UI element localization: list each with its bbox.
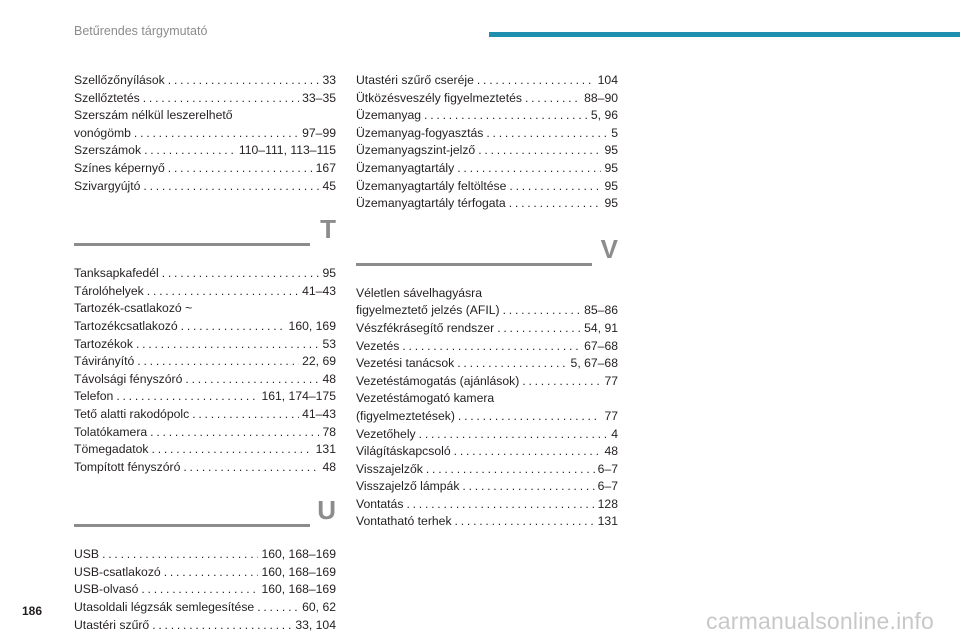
leader-dots	[152, 441, 313, 459]
leader-dots	[477, 72, 595, 90]
index-entry	[356, 426, 618, 444]
leader-dots	[478, 142, 601, 160]
entry-pages: 160, 168–169	[261, 582, 336, 597]
entry-pages: 5	[611, 125, 618, 140]
entry-label: Telefon	[74, 389, 114, 404]
index-entry	[74, 424, 336, 442]
entry-label: Vezetőhely	[356, 426, 416, 441]
index-entry	[356, 195, 618, 213]
index-entry	[74, 406, 336, 424]
page-number: 186	[22, 604, 43, 618]
leader-dots	[150, 424, 319, 442]
entry-label: Visszajelző lámpák	[356, 479, 460, 494]
section-divider	[74, 524, 310, 527]
leader-dots	[454, 443, 602, 461]
entry-pages: 33–35	[302, 90, 336, 105]
entry-label: Távirányító	[74, 354, 135, 369]
section-letter: T	[320, 214, 336, 245]
leader-dots	[457, 355, 567, 373]
entry-pages: 167	[315, 160, 336, 175]
entry-label: Szerszám nélkül leszerelhető	[74, 108, 233, 123]
leader-dots	[164, 564, 259, 582]
leader-dots	[102, 546, 258, 564]
leader-dots	[168, 72, 320, 90]
entry-label: Tanksapkafedél	[74, 266, 159, 281]
leader-dots	[134, 125, 299, 143]
leader-dots	[257, 599, 299, 617]
leader-dots	[457, 160, 601, 178]
entry-label: Üzemanyag-fogyasztás	[356, 125, 484, 140]
index-entry	[356, 90, 618, 108]
entry-label: Üzemanyagtartály feltöltése	[356, 178, 507, 193]
entry-label: Távolsági fényszóró	[74, 371, 183, 386]
leader-dots	[185, 371, 319, 389]
index-entry	[74, 581, 336, 599]
leader-dots	[486, 125, 608, 143]
entry-label: Visszajelzők	[356, 461, 423, 476]
leader-dots	[137, 353, 299, 371]
index-entry	[356, 355, 618, 373]
index-entry	[74, 546, 336, 564]
leader-dots	[522, 373, 601, 391]
index-group-sz	[74, 72, 336, 195]
entry-label: Vontatás	[356, 496, 404, 511]
entry-label: Tolatókamera	[74, 424, 148, 439]
index-entry	[356, 125, 618, 143]
index-entry	[356, 478, 618, 496]
leader-dots	[509, 195, 602, 213]
entry-label: Vezetéstámogatás (ajánlások)	[356, 373, 520, 388]
entry-pages: 6–7	[597, 461, 618, 476]
leader-dots	[462, 478, 594, 496]
entry-pages: 33, 104	[295, 617, 336, 632]
entry-pages: 53	[322, 336, 336, 351]
index-entry	[74, 160, 336, 178]
leader-dots	[458, 408, 602, 426]
index-entry	[356, 320, 618, 338]
index-entry	[74, 300, 336, 318]
index-group-t	[74, 265, 336, 476]
index-entry	[74, 564, 336, 582]
leader-dots	[147, 283, 299, 301]
index-column-right	[356, 72, 618, 531]
leader-dots	[162, 265, 320, 283]
index-entry	[356, 390, 618, 408]
entry-pages: 95	[604, 196, 618, 211]
entry-pages: 97–99	[302, 125, 336, 140]
entry-pages: 77	[604, 373, 618, 388]
index-entry	[74, 617, 336, 635]
entry-pages: 45	[322, 178, 336, 193]
entry-pages: 60, 62	[302, 600, 336, 615]
entry-label: Színes képernyő	[74, 160, 165, 175]
index-entry	[74, 336, 336, 354]
entry-pages: 4	[611, 426, 618, 441]
leader-dots	[426, 461, 595, 479]
index-entry	[74, 388, 336, 406]
entry-label: Üzemanyagszint-jelző	[356, 143, 476, 158]
index-entry	[74, 371, 336, 389]
entry-label: Vészfékrásegítő rendszer	[356, 320, 495, 335]
entry-label: Szerszámok	[74, 143, 142, 158]
entry-label: Szellőztetés	[74, 90, 140, 105]
entry-label: Utasoldali légzsák semlegesítése	[74, 600, 255, 615]
index-entry	[356, 373, 618, 391]
entry-pages: 48	[322, 371, 336, 386]
index-entry	[74, 599, 336, 617]
entry-pages: 41–43	[302, 283, 336, 298]
entry-label: Utastéri szűrő cseréje	[356, 73, 474, 87]
entry-label: Vezetési tanácsok	[356, 356, 455, 371]
index-entry	[356, 513, 618, 531]
index-entry	[74, 178, 336, 196]
index-group-u	[74, 546, 336, 634]
index-group-u-accent	[356, 72, 618, 213]
leader-dots	[183, 459, 319, 477]
entry-pages: 131	[315, 442, 336, 457]
section-header-t	[74, 214, 336, 265]
entry-label: Utastéri szűrő	[74, 617, 150, 632]
entry-pages: 6–7	[597, 479, 618, 494]
index-entry	[74, 459, 336, 477]
entry-pages: 22, 69	[302, 354, 336, 369]
entry-label: Tartozékcsatlakozó	[74, 318, 178, 333]
leader-dots	[503, 302, 582, 320]
leader-dots	[525, 90, 581, 108]
index-entry	[356, 338, 618, 356]
index-entry	[74, 265, 336, 283]
watermark: carmanualsonline.info	[706, 608, 934, 634]
leader-dots	[136, 336, 320, 354]
entry-pages: 95	[604, 143, 618, 158]
index-entry	[74, 441, 336, 459]
section-letter: V	[600, 233, 618, 264]
entry-label: Tartozékok	[74, 336, 133, 351]
index-entry	[356, 285, 618, 303]
entry-pages: 5, 67–68	[570, 356, 618, 371]
section-header-u	[74, 495, 336, 546]
header-title: Betűrendes tárgymutató	[74, 24, 208, 38]
index-entry	[356, 443, 618, 461]
entry-label: Szivargyújtó	[74, 178, 141, 193]
entry-label: Szellőzőnyílások	[74, 73, 165, 87]
entry-pages: 88–90	[584, 90, 618, 105]
leader-dots	[192, 406, 299, 424]
entry-pages: 67–68	[584, 338, 618, 353]
leader-dots	[181, 318, 286, 336]
index-entry	[356, 461, 618, 479]
index-entry	[74, 318, 336, 336]
entry-pages: 131	[597, 514, 618, 529]
entry-label: Vontatható terhek	[356, 514, 452, 529]
entry-label: figyelmeztető jelzés (AFIL)	[356, 303, 500, 318]
leader-dots	[143, 178, 319, 196]
entry-pages: 78	[322, 424, 336, 439]
entry-label: Vezetéstámogató kamera	[356, 391, 495, 406]
entry-label: (figyelmeztetések)	[356, 408, 455, 423]
entry-label: vonógömb	[74, 125, 131, 140]
index-entry	[356, 107, 618, 125]
entry-label: Ütközésveszély figyelmeztetés	[356, 90, 522, 105]
index-entry	[356, 178, 618, 196]
index-entry	[356, 496, 618, 514]
entry-pages: 48	[604, 444, 618, 459]
entry-pages: 128	[597, 496, 618, 511]
index-entry	[356, 302, 618, 320]
leader-dots	[455, 513, 595, 531]
leader-dots	[152, 617, 292, 635]
entry-pages: 33	[322, 73, 336, 87]
entry-pages: 95	[604, 160, 618, 175]
entry-pages: 160, 169	[288, 318, 336, 333]
leader-dots	[497, 320, 581, 338]
section-letter: U	[317, 495, 336, 526]
index-entry	[74, 125, 336, 143]
index-entry	[356, 142, 618, 160]
entry-label: Világításkapcsoló	[356, 444, 451, 459]
index-entry	[74, 90, 336, 108]
index-group-v	[356, 285, 618, 531]
leader-dots	[419, 426, 609, 444]
entry-pages: 104	[597, 73, 618, 87]
entry-label: USB-csatlakozó	[74, 564, 161, 579]
leader-dots	[141, 581, 258, 599]
entry-pages: 110–111, 113–115	[238, 143, 336, 158]
entry-pages: 160, 168–169	[261, 564, 336, 579]
entry-pages: 77	[604, 408, 618, 423]
entry-pages: 54, 91	[584, 320, 618, 335]
entry-pages: 95	[604, 178, 618, 193]
entry-label: Tompított fényszóró	[74, 459, 181, 474]
entry-label: Tömegadatok	[74, 442, 149, 457]
leader-dots	[168, 160, 313, 178]
entry-label: Tárolóhelyek	[74, 283, 144, 298]
entry-pages: 160, 168–169	[261, 547, 336, 562]
entry-pages: 41–43	[302, 406, 336, 421]
entry-label: USB	[74, 547, 100, 562]
leader-dots	[424, 107, 588, 125]
entry-pages: 161, 174–175	[261, 389, 336, 404]
leader-dots	[509, 178, 601, 196]
leader-dots	[144, 142, 236, 160]
entry-label: Üzemanyagtartály	[356, 160, 455, 175]
index-entry	[74, 353, 336, 371]
entry-label: Vezetés	[356, 338, 400, 353]
entry-pages: 5, 96	[590, 108, 618, 123]
leader-dots	[406, 496, 594, 514]
index-entry	[74, 283, 336, 301]
index-column-left	[74, 72, 336, 634]
index-entry	[356, 408, 618, 426]
section-divider	[356, 263, 592, 266]
entry-label: Véletlen sávelhagyásra	[356, 285, 483, 300]
index-entry	[74, 142, 336, 160]
index-entry	[74, 107, 336, 125]
index-entry	[356, 72, 618, 90]
entry-pages: 85–86	[584, 303, 618, 318]
entry-pages: 48	[322, 459, 336, 474]
section-divider	[74, 243, 310, 246]
index-entry	[74, 72, 336, 90]
entry-label: Üzemanyag	[356, 108, 422, 123]
entry-pages: 95	[322, 266, 336, 281]
entry-label: Tartozék-csatlakozó ~	[74, 301, 193, 316]
entry-label: Tető alatti rakodópolc	[74, 406, 190, 421]
entry-label: Üzemanyagtartály térfogata	[356, 196, 506, 211]
leader-dots	[402, 338, 581, 356]
leader-dots	[143, 90, 299, 108]
leader-dots	[116, 388, 258, 406]
index-entry	[356, 160, 618, 178]
header-accent-bar	[489, 32, 960, 37]
section-header-v	[356, 233, 618, 285]
entry-label: USB-olvasó	[74, 582, 139, 597]
